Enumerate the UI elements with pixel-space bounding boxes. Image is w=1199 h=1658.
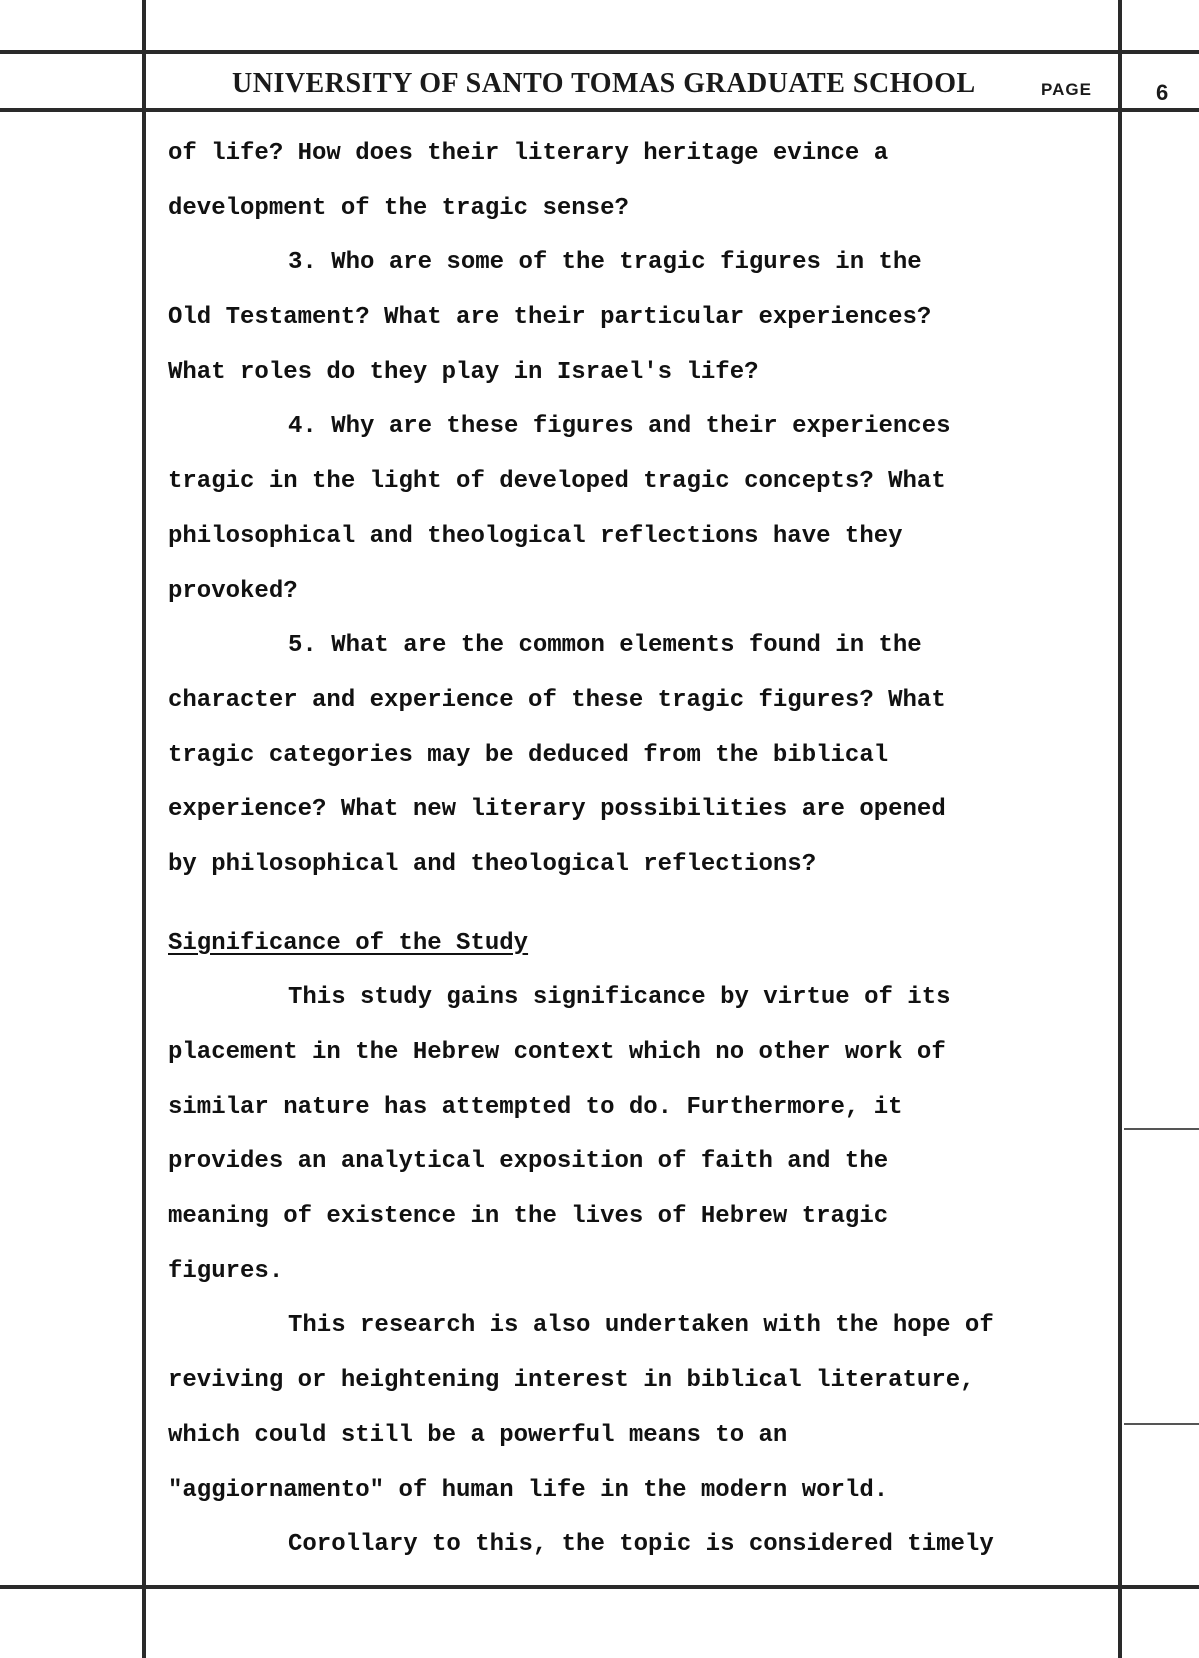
text-line: figures.	[168, 1257, 284, 1285]
text-line: similar nature has attempted to do. Furthermore, it	[168, 1093, 903, 1121]
text-line: tragic categories may be deduced from the biblical	[168, 741, 889, 769]
text-line: placement in the Hebrew context which no other work of	[168, 1039, 946, 1066]
text-line: by philosophical and theological reflections?	[168, 850, 817, 878]
question-5-start: 5. What are the common elements found in the	[288, 632, 922, 660]
question-3-start: 3. Who are some of the tragic figures in the	[288, 249, 922, 277]
page-number: 6	[1156, 80, 1169, 105]
text-line: Old Testament? What are their particular experiences?	[168, 304, 932, 332]
footer-rule	[0, 1585, 1199, 1589]
text-line: of life? How does their literary heritage evince a	[168, 140, 889, 167]
text-line: character and experience of these tragic figures? What	[168, 686, 946, 714]
text-line: What roles do they play in Israel's life?	[168, 358, 759, 386]
page-header-title: UNIVERSITY OF SANTO TOMAS GRADUATE SCHOOL	[232, 68, 976, 99]
text-line: experience? What new literary possibilities are opened	[168, 796, 946, 824]
header-top-rule	[0, 50, 1199, 54]
document-body	[168, 127, 1108, 1573]
text-line: provides an analytical exposition of faith and the	[168, 1148, 889, 1176]
paragraph-2-start: This research is also undertaken with the hope of	[288, 1312, 994, 1340]
section-heading: Significance of the Study	[168, 929, 529, 957]
right-margin-tick-2	[1124, 1423, 1199, 1425]
question-4-start: 4. Why are these figures and their experiences	[288, 413, 951, 441]
right-margin-tick-1	[1124, 1128, 1199, 1130]
paragraph-1-start: This study gains significance by virtue of its	[288, 984, 951, 1012]
section-spacer	[168, 893, 1108, 917]
text-line: provoked?	[168, 577, 298, 605]
text-line: philosophical and theological reflections have they	[168, 522, 903, 550]
text-line: which could still be a powerful means to an	[168, 1421, 788, 1449]
paragraph-3-start: Corollary to this, the topic is considered timely	[288, 1531, 994, 1559]
text-line: reviving or heightening interest in biblical literature,	[168, 1367, 975, 1395]
header-bottom-rule	[0, 108, 1199, 112]
text-line: meaning of existence in the lives of Hebrew tragic	[168, 1203, 889, 1231]
text-line: "aggiornamento" of human life in the modern world.	[168, 1476, 889, 1504]
text-line: tragic in the light of developed tragic concepts? What	[168, 468, 946, 496]
left-margin-rule	[142, 0, 146, 1658]
text-line: development of the tragic sense?	[168, 194, 629, 222]
right-margin-rule	[1118, 0, 1122, 1658]
page-label: PAGE	[1041, 80, 1092, 99]
